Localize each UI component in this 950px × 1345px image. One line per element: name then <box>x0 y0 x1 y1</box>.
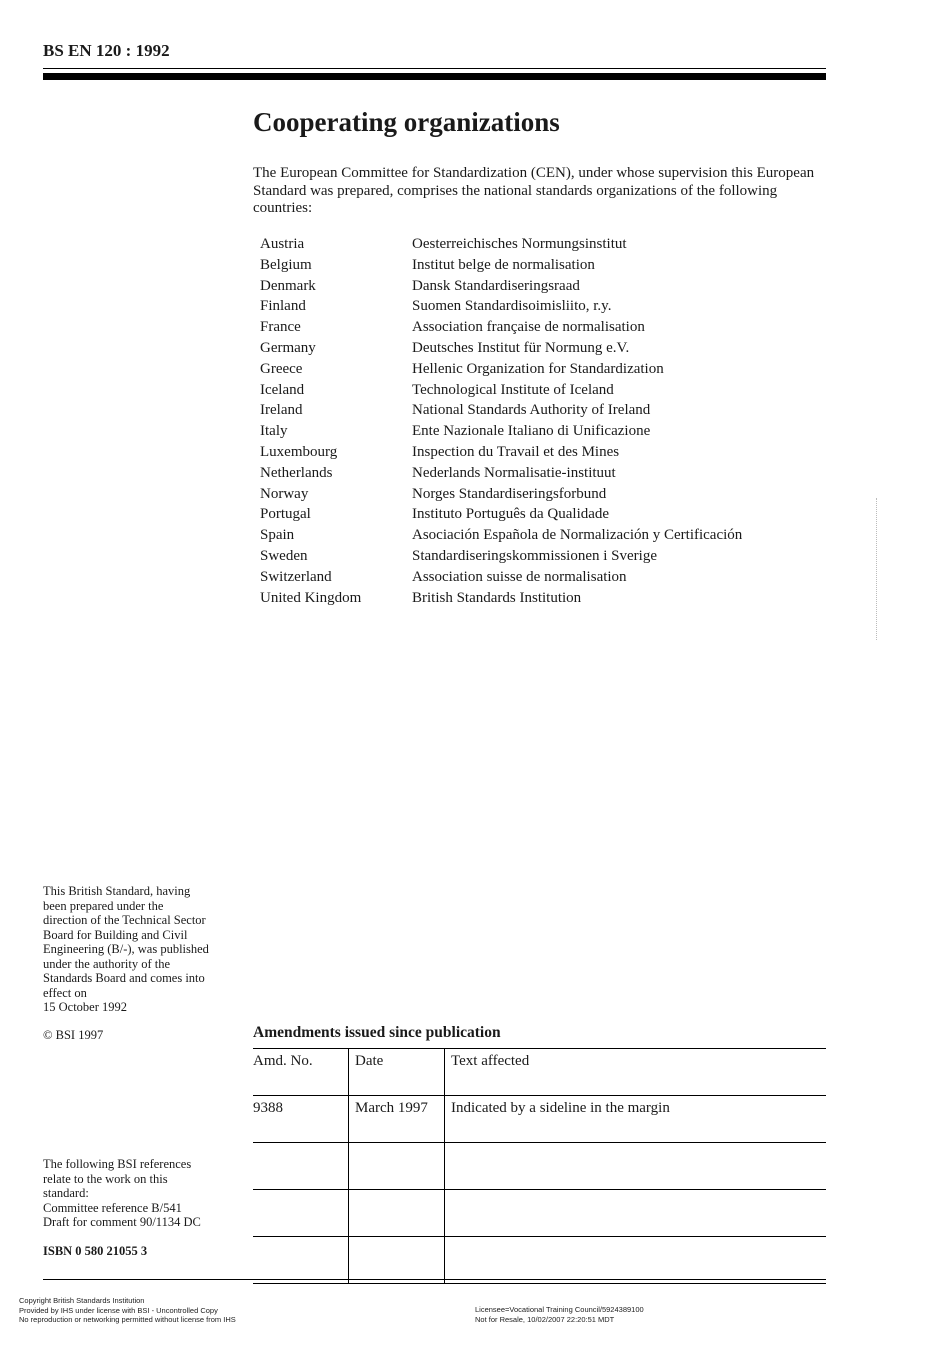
member-organization: Technological Institute of Iceland <box>412 381 614 398</box>
bsi-reference-line: Draft for comment 90/1134 DC <box>43 1215 201 1229</box>
footer-licensee <box>475 1305 644 1324</box>
member-row <box>260 463 742 484</box>
amendments-cell: 9388 <box>253 1096 349 1143</box>
publication-note-line: effect on <box>43 985 87 1000</box>
footer-right-line: Not for Resale, 10/02/2007 22:20:51 MDT <box>475 1314 615 1324</box>
amendments-row <box>253 1143 826 1190</box>
member-organization: Standardiseringskommissionen i Sverige <box>412 547 657 564</box>
member-country: France <box>260 319 301 336</box>
header-rule-thin <box>43 68 826 69</box>
member-row <box>260 234 742 255</box>
member-organization: Hellenic Organization for Standardization <box>412 360 664 377</box>
bsi-reference-line: standard: <box>43 1186 89 1200</box>
member-row <box>260 546 742 567</box>
amendments-cell: Indicated by a sideline in the margin <box>445 1096 827 1143</box>
member-country: Luxembourg <box>260 443 338 460</box>
member-organization: National Standards Authority of Ireland <box>412 402 651 419</box>
member-row <box>260 588 742 609</box>
member-country: Portugal <box>260 506 311 523</box>
member-organization: Inspection du Travail et des Mines <box>412 443 620 460</box>
header-rule-thick <box>43 73 826 80</box>
publication-note-line: 15 October 1992 <box>43 1000 128 1014</box>
footer-right-line: Licensee=Vocational Training Council/5924389100 <box>475 1305 644 1314</box>
member-country: Norway <box>260 485 309 502</box>
member-organization: Institut belge de normalisation <box>412 256 595 273</box>
member-organization: British Standards Institution <box>412 589 582 606</box>
footer-left-line: Provided by IHS under license with BSI - Uncontrolled Copy <box>19 1305 218 1315</box>
amendments-row <box>253 1190 826 1237</box>
member-organization: Association française de normalisation <box>412 319 645 336</box>
member-country: Greece <box>260 360 303 377</box>
footer-left-line: No reproduction or networking permitted without license from IHS <box>19 1315 236 1324</box>
member-organization: Dansk Standardiseringsraad <box>412 277 580 294</box>
member-country: Switzerland <box>260 568 332 585</box>
publication-note-line: under the authority of the <box>43 956 171 971</box>
member-row <box>260 400 742 421</box>
member-row <box>260 442 742 463</box>
member-organization: Suomen Standardisoimisliito, r.y. <box>412 298 612 315</box>
member-organization: Association suisse de normalisation <box>412 568 627 585</box>
amendments-row <box>253 1237 826 1284</box>
bsi-reference-line: Committee reference B/541 <box>43 1200 182 1215</box>
member-country: Iceland <box>260 381 305 398</box>
member-organization: Norges Standardiseringsforbund <box>412 485 607 502</box>
amendments-cell <box>349 1143 445 1190</box>
amendments-column-header: Date <box>349 1049 445 1096</box>
member-row <box>260 567 742 588</box>
footer-copyright <box>19 1296 236 1325</box>
publication-note-line: been prepared under the <box>43 898 164 913</box>
member-country: Ireland <box>260 402 303 419</box>
member-country: Italy <box>260 423 288 440</box>
publication-note-line: Board for Building and Civil <box>43 927 188 942</box>
amendments-cell <box>445 1237 827 1284</box>
member-row <box>260 525 742 546</box>
member-organization: Instituto Português da Qualidade <box>412 506 610 523</box>
member-list <box>260 234 742 608</box>
amendments-cell <box>253 1143 349 1190</box>
member-country: Spain <box>260 527 295 544</box>
isbn: ISBN 0 580 21055 3 <box>43 1244 148 1258</box>
member-country: Finland <box>260 298 306 315</box>
member-row <box>260 296 742 317</box>
member-country: Belgium <box>260 256 312 273</box>
member-organization: Asociación Española de Normalización y Certificación <box>412 527 743 544</box>
amendments-cell <box>445 1143 827 1190</box>
amendments-column-header: Amd. No. <box>253 1049 349 1096</box>
member-row <box>260 255 742 276</box>
publication-note-line: Engineering (B/-), was published <box>43 942 209 956</box>
bsi-reference-line: The following BSI references <box>43 1157 192 1171</box>
amendments-header-row <box>253 1049 826 1096</box>
margin-sideline <box>876 498 878 640</box>
amendments-heading: Amendments issued since publication <box>253 1024 501 1041</box>
member-organization: Deutsches Institut für Normung e.V. <box>412 339 630 356</box>
member-country: Denmark <box>260 277 316 294</box>
amendments-cell: March 1997 <box>349 1096 445 1143</box>
document-id: BS EN 120 : 1992 <box>43 41 170 60</box>
member-row <box>260 380 742 401</box>
member-country: Germany <box>260 339 316 356</box>
member-row <box>260 484 742 505</box>
member-row <box>260 359 742 380</box>
member-row <box>260 338 742 359</box>
amendments-cell <box>253 1190 349 1237</box>
footer-rule <box>43 1279 826 1280</box>
bsi-copyright: © BSI 1997 <box>43 1028 104 1042</box>
amendments-table <box>253 1048 826 1284</box>
amendments-cell <box>349 1190 445 1237</box>
amendments-cell <box>253 1237 349 1284</box>
member-row <box>260 504 742 525</box>
amendments-row <box>253 1096 826 1143</box>
member-organization: Ente Nazionale Italiano di Unificazione <box>412 423 651 440</box>
member-country: Sweden <box>260 547 308 564</box>
publication-note-line: direction of the Technical Sector <box>43 913 206 927</box>
footer-left-line: Copyright British Standards Institution <box>19 1296 145 1305</box>
bsi-references <box>43 1157 253 1230</box>
intro-paragraph: The European Committee for Standardization (CEN), under whose supervision this European Standard was prepared, comprises the national standards organizations of the following countries: <box>253 165 815 216</box>
publication-note-line: This British Standard, having <box>43 884 191 898</box>
amendments-column-header: Text affected <box>445 1049 827 1096</box>
amendments-cell <box>349 1237 445 1284</box>
member-organization: Oesterreichisches Normungsinstitut <box>412 236 627 252</box>
member-organization: Nederlands Normalisatie-instituut <box>412 464 616 481</box>
member-country: Austria <box>260 236 305 252</box>
bsi-reference-line: relate to the work on this <box>43 1171 168 1186</box>
member-country: United Kingdom <box>260 589 362 606</box>
member-country: Netherlands <box>260 464 333 481</box>
amendments-cell <box>445 1190 827 1237</box>
member-row <box>260 317 742 338</box>
member-row <box>260 276 742 297</box>
page-title: Cooperating organizations <box>253 107 560 137</box>
member-row <box>260 421 742 442</box>
publication-note <box>43 884 238 1015</box>
publication-note-line: Standards Board and comes into <box>43 971 205 985</box>
